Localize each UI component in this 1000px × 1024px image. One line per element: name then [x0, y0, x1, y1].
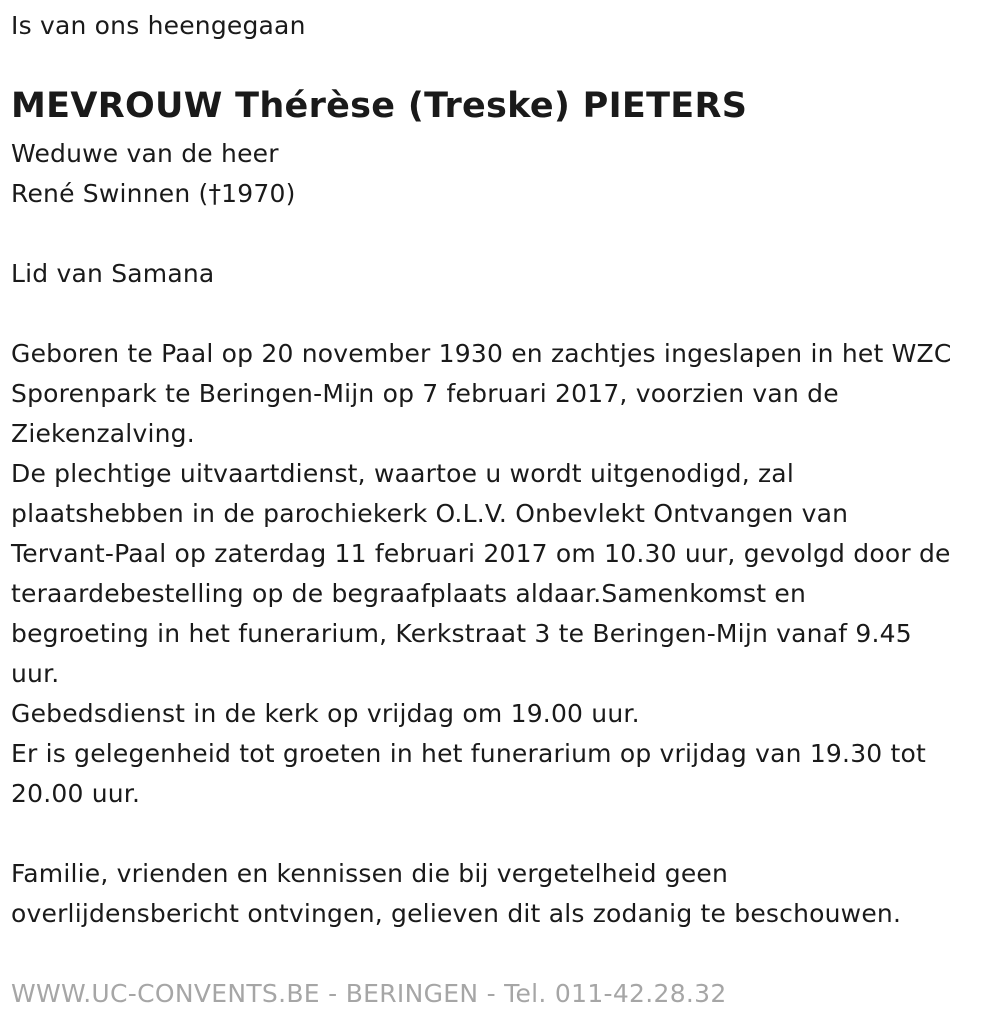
- body-line: uur.: [11, 659, 60, 688]
- notice-body: [11, 334, 952, 814]
- widow-line: Weduwe van de heer: [11, 139, 279, 168]
- membership: [11, 254, 214, 294]
- body-line: Ziekenzalving.: [11, 419, 195, 448]
- body-line: begroeting in het funerarium, Kerkstraat 3 te Beringen-Mijn vanaf 9.45: [11, 619, 912, 648]
- notice-intro: Is van ons heengegaan: [11, 11, 306, 40]
- body-line: Gebedsdienst in de kerk op vrijdag om 19.00 uur.: [11, 699, 640, 728]
- body-line: plaatshebben in de parochiekerk O.L.V. Onbevlekt Ontvangen van: [11, 499, 849, 528]
- family-line: overlijdensbericht ontvingen, gelieven dit als zodanig te beschouwen.: [11, 899, 902, 928]
- body-line: Tervant-Paal op zaterdag 11 februari 2017 om 10.30 uur, gevolgd door de: [11, 539, 951, 568]
- body-line: Er is gelegenheid tot groeten in het funerarium op vrijdag van 19.30 tot: [11, 739, 927, 768]
- body-line: Sporenpark te Beringen-Mijn op 7 februari 2017, voorzien van de: [11, 379, 839, 408]
- widow-info: [11, 134, 296, 214]
- body-line: 20.00 uur.: [11, 779, 141, 808]
- family-line: Familie, vrienden en kennissen die bij vergetelheid geen: [11, 859, 729, 888]
- body-line: Geboren te Paal op 20 november 1930 en zachtjes ingeslapen in het WZC: [11, 339, 952, 368]
- body-line: De plechtige uitvaartdienst, waartoe u wordt uitgenodigd, zal: [11, 459, 794, 488]
- publisher-footer: WWW.UC-CONVENTS.BE - BERINGEN - Tel. 011-42.28.32: [11, 979, 727, 1008]
- deceased-name: MEVROUW Thérèse (Treske) PIETERS: [11, 86, 748, 126]
- body-line: teraardebestelling op de begraafplaats aldaar.Samenkomst en: [11, 579, 807, 608]
- widow-line: René Swinnen (†1970): [11, 179, 296, 208]
- membership-line: Lid van Samana: [11, 259, 215, 288]
- family-note: [11, 854, 901, 934]
